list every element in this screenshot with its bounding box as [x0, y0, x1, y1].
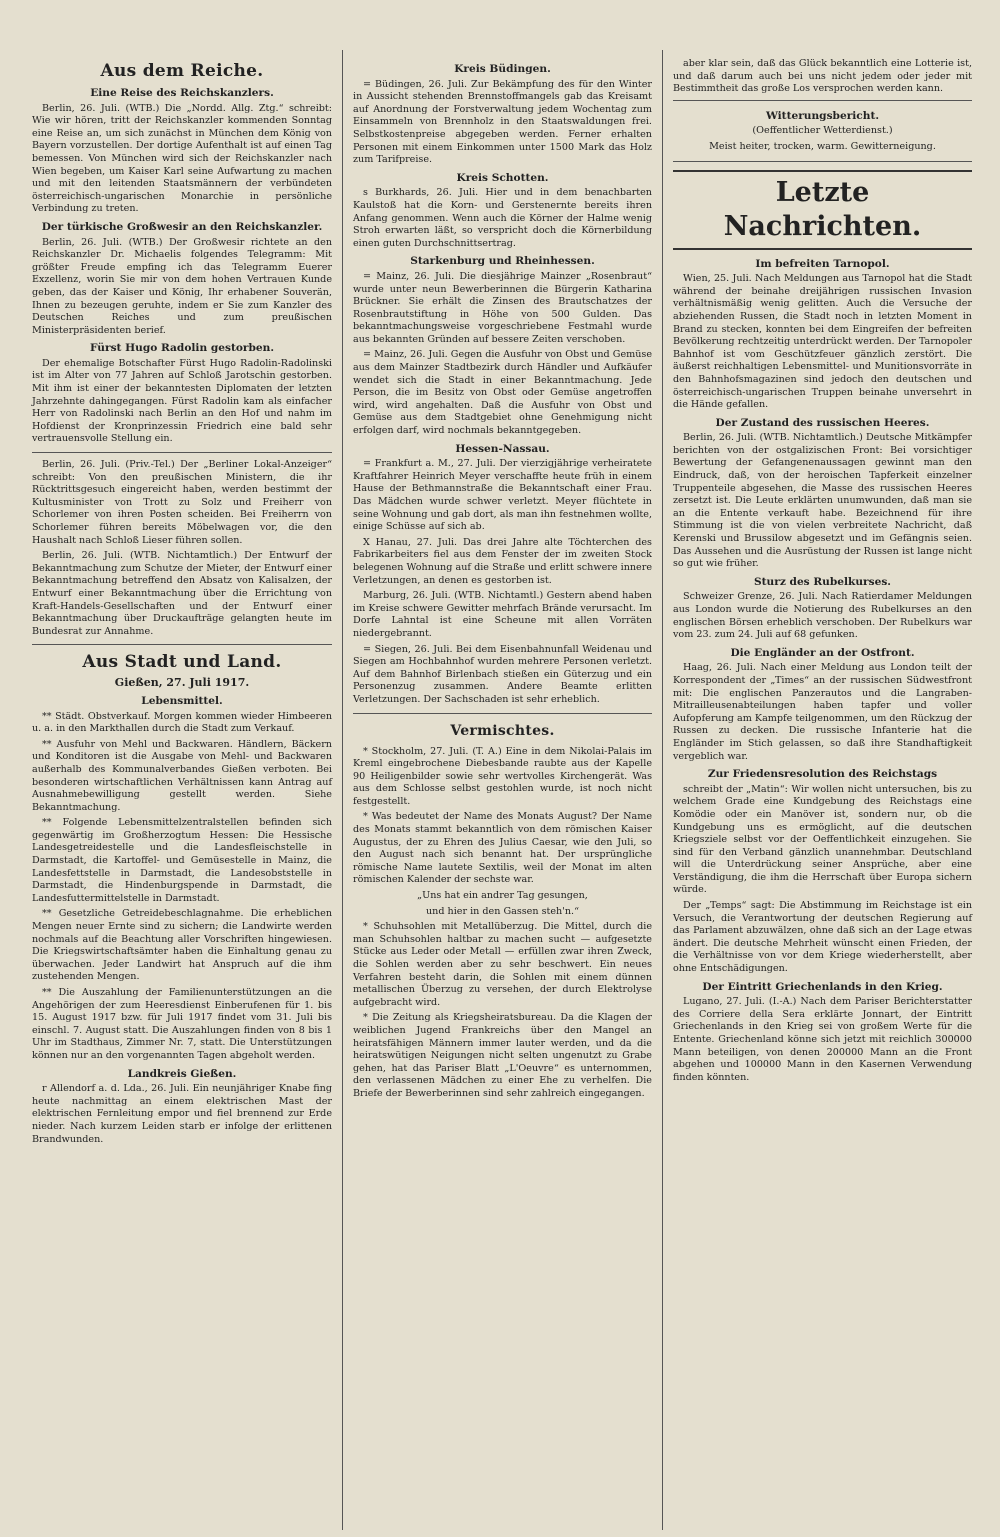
headline-englaender-ostfront: Die Engländer an der Ostfront. — [730, 646, 915, 659]
headline-griechenland: Der Eintritt Griechenlands in den Krieg. — [702, 980, 943, 993]
headline-tarnopol: Im befreiten Tarnopol. — [755, 257, 890, 270]
article-text: aber klar sein, daß das Glück bekanntlich eine Lotterie ist, und daß darum auch bei uns nicht jedem oder jeder mit Bestimmtheit das große Los versprochen werden kann. — [673, 58, 972, 95]
weather-subtitle: (Oeffentlicher Wetterdienst.) — [752, 125, 893, 137]
weather-text: Meist heiter, trocken, warm. Gewitterneigung. — [709, 140, 936, 152]
headline-radolin: Fürst Hugo Radolin gestorben. — [89, 342, 275, 355]
article-text: * Schuhsohlen mit Metallüberzug. Die Mittel, durch die man Schuhsohlen haltbar zu machen sucht — aufgesetzte Stücke aus Leder oder Metall — erfüllen zwar ihren Zweck, die Sohlen werden aber zu sehr beschwert. Ein neues Verfahren besteht darin, die Sohlen mit einem dünnen metallischen Überzug zu versehen, der durch Elektrolyse aufgebracht wird. — [353, 921, 652, 1008]
verse-line: „Uns hat ein andrer Tag gesungen, — [417, 890, 588, 902]
headline-friedensresolution: Zur Friedensresolution des Reichstags — [707, 768, 938, 781]
article-text: ** Städt. Obstverkauf. Morgen kommen wieder Himbeeren u. a. in den Markthallen durch die Stadt zum Verkauf. — [32, 710, 332, 735]
article-text: Der „Temps“ sagt: Die Abstimmung im Reichstage ist ein Versuch, die Verantwortung der deutschen Regierung auf das Parlament abzuwälzen, ohne daß sich an der Lage etwas ändert. Die deutsche Mehrheit wünscht einen Frieden, der die Verhältnisse von vor dem Kriege wiederherstellt, aber ohne Entschädigungen. — [673, 900, 972, 975]
headline-grosswesir: Der türkische Großwesir an den Reichskanzler. — [41, 220, 323, 233]
section-title-reich: Aus dem Reiche. — [100, 61, 264, 81]
article-text: * Stockholm, 27. Juli. (T. A.) Eine in dem Nikolai-Palais im Kreml eingebrochene Diebesbande raubte aus der Kapelle 90 Heiligenbilder sowie sehr wertvolles Kirchengerät. Was aus dem Schlosse selbst gestohlen wurde, ist noch nicht festgestellt. — [353, 745, 652, 807]
article-text: = Mainz, 26. Juli. Gegen die Ausfuhr von Obst und Gemüse aus dem Mainzer Stadtbezirk durch Händler und Aufkäufer wendet sich die Stadt in einer Bekanntmachung. Jede Person, die im Besitz von Obst oder Gemüse angetroffen wird, wird angehalten. Daß die Ausfuhr von Obst und Gemüse aus dem Stadtgebiet ohne Genehmigung nicht erfolgen darf, wird nochmals bekanntgegeben. — [353, 349, 652, 437]
divider — [32, 452, 332, 453]
article-text: = Siegen, 26. Juli. Bei dem Eisenbahnunfall Weidenau und Siegen am Hochbahnhof wurden mehrere Personen verletzt. Auf dem Bahnhof Birlenbach stießen ein Güterzug und ein Personenzug zusammen. Andere Beamte erlitten Verletzungen. Der Sachschaden ist sehr erheblich. — [353, 643, 652, 705]
headline-buedingen: Kreis Büdingen. — [454, 63, 551, 75]
article-text: Berlin, 26. Juli. (WTB. Nichtamtlich.) Der Entwurf der Bekanntmachung zum Schutze der Mieter, der Entwurf einer Bekanntmachung betreffend den Absatz von Kalisalzen, der Entwurf einer Bekanntmachung über die Errichtung von Kraft-Handels-Gesellschaften und der Entwurf einer Bekanntmachung über Druckaufträge gelangten heute im Bundesrat zur Annahme. — [32, 550, 332, 637]
article-text: ** Ausfuhr von Mehl und Backwaren. Händlern, Bäckern und Konditoren ist die Ausgabe von Mehl- und Backwaren außerhalb des Kommunalverbandes Gießen verboten. Bei besonderen wirtschaftlichen Verhältnissen kann Antrag auf Ausnahmebewilligung gestellt werden. Siehe Bekanntmachung. — [32, 738, 332, 813]
article-text: * Die Zeitung als Kriegsheiratsbureau. Da die Klagen der weiblichen Jugend Frankreichs über den Mangel an heiratsfähigen Männern immer lauter werden, und da die heiratswütigen Neigungen nicht selten ungenutzt zu Grabe gehen, hat das Pariser Blatt „L'Oeuvre“ es unternommen, den verlassenen Mädchen zu einer Ehe zu verhelfen. Die Briefe der Bewerberinnen sind sehr zahlreich eingegangen. — [353, 1012, 652, 1099]
article-text: = Frankfurt a. M., 27. Juli. Der vierzigjährige verheiratete Kraftfahrer Heinrich Meyer verschaffte heute früh in einem Hause der Bethmannstraße die Bekanntschaft einer Frau. Das Mädchen wurde schwer verletzt. Meyer flüchtete in seine Wohnung und gab dort, als man ihn festnehmen wollte, einige Schüsse auf sich ab. — [353, 458, 652, 533]
headline-hessen-nassau: Hessen-Nassau. — [455, 442, 550, 455]
article-text: ** Die Auszahlung der Familienunterstützungen an die Angehörigen der zum Heeresdienst Einberufenen für 1. bis 15. August 1917 bzw. für Juli 1917 findet vom 31. Juli bis einschl. 7. August statt. Die Auszahlungen finden von 8 bis 1 Uhr im Stadthaus, Zimmer Nr. 7, statt. Die Unterstützungen können nur an den vorgenannten Tagen abgeholt werden. — [32, 987, 332, 1061]
headline-landkreis: Landkreis Gießen. — [127, 1067, 237, 1080]
article-text: = Mainz, 26. Juli. Die diesjährige Mainzer „Rosenbraut“ wurde unter neun Bewerberinnen die Bürgerin Katharina Brückner. Sie erhält die Zinsen des Brautschatzes der Rosenbrautstiftung in Höhe von 500 Gulden. Das bekanntmachungsweise vorgeschriebene Festmahl wurde aus bekannten Gründen auf bessere Zeiten verschoben. — [353, 270, 652, 345]
article-text: r Allendorf a. d. Lda., 26. Juli. Ein neunjähriger Knabe fing heute nachmittag an einem elektrischen Mast der elektrischen Fernleitung empor und fiel brennend zur Erde nieder. Nach kurzem Leiden starb er infolge der erlittenen Brandwunden. — [32, 1083, 332, 1145]
article-text: s Burkhards, 26. Juli. Hier und in dem benachbarten Kaulstoß hat die Korn- und Gerstenernte bereits ihren Anfang genommen. Wenn auch die Körner der Halme wenig Stroh erwarten läßt, so verspricht doch die Körnerbildung einen guten Durchschnittsertrag. — [353, 187, 652, 249]
article-text: Berlin, 26. Juli. (WTB.) Die „Nordd. Allg. Ztg.“ schreibt: Wie wir hören, tritt der Reichskanzler kommenden Sonntag eine Reise an, um sich zunächst in München dem König von Bayern vorzustellen. Der dortige Aufenthalt ist auf einen Tag bemessen. Von München wird sich der Reichskanzler nach Wien begeben, um Kaiser Karl seine Aufwartung zu machen und mit den leitenden Staatsmännern der verbündeten österreichisch-ungarischen Monarchie in persönliche Verbindung zu treten. — [32, 102, 332, 215]
article-text: X Hanau, 27. Juli. Das drei Jahre alte Töchterchen des Fabrikarbeiters fiel aus dem Fenster der im zweiten Stock belegenen Wohnung auf die Straße und erlitt schwere innere Verletzungen, an denen es gestorben ist. — [353, 536, 652, 586]
article-text: Berlin, 26. Juli. (WTB. Nichtamtlich.) Deutsche Mitkämpfer berichten von der ostgalizischen Front: Bei vorsichtiger Bewertung der Gefangenenaussagen gewinnt man den Eindruck, daß, von der heroischen Tapferkeit einzelner Truppenteile abgesehen, die Masse des russischen Heeres zersetzt ist. Die Leute erklärten unumwunden, daß man sie an die Entente verkauft habe. Bezeichnend für ihre Stimmung ist die von vielen verbreitete Nachricht, daß Kerenski und Brussilow abgesetzt und im Gefängnis seien. Das Aussehen und die Ausrüstung der Russen ist lange nicht so gut wie früher. — [673, 432, 972, 570]
article-text: schreibt der „Matin“: Wir wollen nicht untersuchen, bis zu welchem Grade eine Kundgebung des Reichstags eine Komödie oder ein Manöver ist, sondern nur, ob die Kundgebung uns es ermöglicht, auf die deutschen Kriegsziele selbst vor der Oeffentlichkeit einzugehen. Sie sind für den Verband gänzlich unannehmbar. Deutschland will die Unterdrückung seiner Ansprüche, aber eine Verständigung, die ihm die Herrschaft über Europa sichern würde. — [673, 783, 972, 896]
weather-title: Witterungsbericht. — [765, 109, 880, 122]
section-title-vermischtes: Vermischtes. — [450, 722, 555, 739]
article-text: = Büdingen, 26. Juli. Zur Bekämpfung des für den Winter in Aussicht stehenden Brennstoffmangels gab das Kreisamt auf Anordnung der Forstverwaltung jedem Wochentag zum Einsammeln von Brennholz in den Staatswaldungen frei. Selbstkostenpreise abgegeben werden. Ferner erhalten Personen mit einem Einkommen unter 1500 Mark das Holz zum Tarifpreise. — [353, 78, 652, 166]
verse-line: und hier in den Gassen steh'n.“ — [426, 905, 579, 917]
divider — [32, 644, 332, 645]
article-text: ** Gesetzliche Getreidebeschlagnahme. Die erheblichen Mengen neuer Ernte sind zu sichern; die Landwirte werden nochmals auf die Beachtung aller Vorschriften hingewiesen. Die Kriegswirtschaftsämter haben die Einhaltung genau zu überwachen. Jeder Landwirt hat Anspruch auf die ihm zustehenden Mengen. — [32, 908, 332, 983]
column-middle — [342, 50, 662, 1530]
dateline: Gießen, 27. Juli 1917. — [114, 676, 250, 690]
article-text: Berlin, 26. Juli. (WTB.) Der Großwesir richtete an den Reichskanzler Dr. Michaelis folgendes Telegramm: Mit größter Freude empfing ich das Telegramm Euerer Exzellenz, worin Sie mir von dem hohen Vertrauen Kunde geben, das der Kaiser und König, Ihr erhabener Souverän, Ihnen zu bezeugen geruhte, indem er Sie zum Kanzler des Deutschen Reiches und zum preußischen Ministerpräsidenten berief. — [32, 236, 332, 336]
section-title-letzte-nachrichten: Letzte Nachrichten. — [673, 170, 972, 250]
headline-lebensmittel: Lebensmittel. — [141, 694, 223, 707]
newspaper-page — [22, 50, 982, 1530]
headline-russisches-heer: Der Zustand des russischen Heeres. — [715, 416, 930, 429]
headline-starkenburg: Starkenburg und Rheinhessen. — [410, 255, 595, 268]
article-text: Lugano, 27. Juli. (I.-A.) Nach dem Pariser Berichterstatter des Corriere della Sera erklärte Jonnart, der Eintritt Griechenlands in den Krieg sei von großem Werte für die Entente. Griechenland könne sich jetzt mit reichlich 300000 Mann beteiligen, von denen 200000 Mann an die Front abgehen und 100000 Mann in den Kasernen Verwendung finden könnten. — [673, 996, 972, 1083]
section-title-stadt-land: Aus Stadt und Land. — [82, 652, 282, 673]
headline-reise: Eine Reise des Reichskanzlers. — [90, 87, 274, 99]
article-text: * Was bedeutet der Name des Monats August? Der Name des Monats stammt bekanntlich von dem römischen Kaiser Augustus, der zu Ehren des Julius Caesar, wie den Juli, so den August nach sich benannt hat. Der ursprüngliche römische Name lautete Sextilis, weil der Monat im alten römischen Kalender der sechste war. — [353, 811, 652, 886]
divider — [353, 713, 652, 714]
article-text: Berlin, 26. Juli. (Priv.-Tel.) Der „Berliner Lokal-Anzeiger“ schreibt: Von den preußischen Ministern, die ihr Rücktrittsgesuch eingereicht haben, werden bestimmt der Kultusminister von Trott zu Solz und Freiherr von Schorlemer von ihren Posten scheiden. Bei Freiherrn von Schorlemer führen bereits Möbelwagen vor, die den Haushalt nach Schloß Lieser führen sollen. — [32, 459, 332, 546]
article-text: Haag, 26. Juli. Nach einer Meldung aus London teilt der Korrespondent der „Times“ an der russischen Südwestfront mit: Die englischen Panzerautos und die Langraben-Mitrailleusenabteilungen haben tapfer und voller Aufopferung am Kampfe teilgenommen, um den Rückzug der Russen zu decken. Die russische Infanterie hat die Engländer im Stich gelassen, so daß ihre Standhaftigkeit vergeblich war. — [673, 662, 972, 762]
article-text: ** Folgende Lebensmittelzentralstellen befinden sich gegenwärtig im Großherzogtum Hessen: Die Hessische Landesgetreidestelle und die Landesfleischstelle in Darmstadt, die Kartoffel- und Gemüsestelle in Mainz, die Landesfettstelle in Darmstadt, die Landesobststelle in Darmstadt, die Hindenburgspende in Darmstadt, die Landesfuttermittelstelle in Darmstadt. — [32, 817, 332, 904]
headline-rubelkurs: Sturz des Rubelkurses. — [754, 575, 891, 588]
article-text: Wien, 25. Juli. Nach Meldungen aus Tarnopol hat die Stadt während der beinahe dreijährigen russischen Invasion verhältnismäßig wenig gelitten. Auch die Versuche der abziehenden Russen, die Stadt noch in letzten Moment in Brand zu stecken, konnten bei dem Eingreifen der befreiten Bevölkerung rechtzeitig unterdrückt werden. Der Tarnopoler Bahnhof ist vom Geschützfeuer gänzlich zerstört. Die äußerst reichhaltigen Lebensmittel- und Munitionsvorräte in den Bahnhofsmagazinen sind jedoch den deutschen und österreichisch-ungarischen Truppen beinahe unversehrt in die Hände gefallen. — [673, 273, 972, 411]
article-text: Schweizer Grenze, 26. Juli. Nach Ratierdamer Meldungen aus London wurde die Notierung des Rubelkurses an den englischen Börsen erheblich verschoben. Der Rubelkurs war vom 23. zum 24. Juli auf 68 gefunken. — [673, 591, 972, 641]
article-text: Der ehemalige Botschafter Fürst Hugo Radolin-Radolinski ist im Alter von 77 Jahren auf Schloß Jarotschin gestorben. Mit ihm ist einer der bekanntesten Diplomaten der letzten Jahrzehnte dahingegangen. Fürst Radolin kam als einfacher Herr von Radolinski nach Berlin an den Hof und nahm im Hofdienst der Kronprinzessin Friedrich eine bald sehr vertrauensvolle Stellung ein. — [32, 357, 332, 445]
article-text: Marburg, 26. Juli. (WTB. Nichtamtl.) Gestern abend haben im Kreise schwere Gewitter mehrfach Brände verursacht. Im Dorfe Lahntal ist eine Scheune mit allen Vorräten niedergebrannt. — [353, 590, 652, 639]
column-left — [22, 50, 342, 1530]
column-right — [662, 50, 982, 1530]
weather-box — [673, 100, 972, 162]
headline-schotten: Kreis Schotten. — [456, 171, 549, 184]
